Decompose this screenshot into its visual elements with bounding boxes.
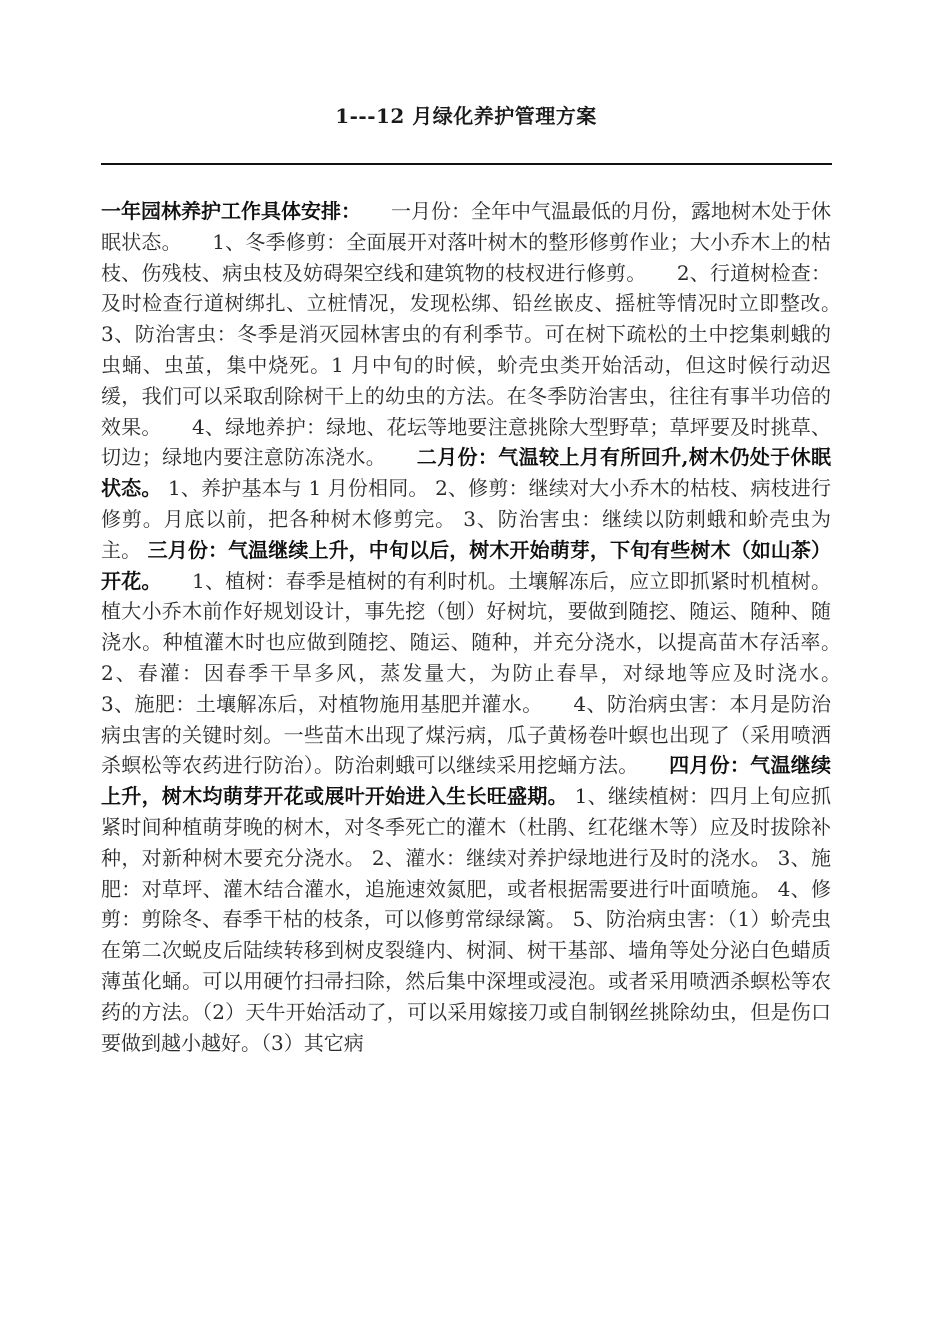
- body-segment: 1、养护基本与 1 月份相同。 2、修剪：继续对大小乔木的枯枝、病枝进行修剪。月底以前，把各种树木修剪完。 3、防治害虫：继续以防刺蛾和蚧壳虫为主。: [101, 476, 832, 562]
- section-heading: 二月份：气温较上月有所回升,树木仍处于休眠状态。: [101, 445, 831, 501]
- document-title: 1---12 月绿化养护管理方案: [335, 104, 597, 128]
- document-body: [101, 196, 871, 1058]
- section-heading: 四月份：气温继续上升，树木均萌芽开花或展叶开始进入生长旺盛期。: [101, 753, 832, 809]
- body-segment: 1、植树：春季是植树的有利时机。土壤解冻后，应立即抓紧时机植树。植大小乔木前作好规划设计，事先挖（刨）好树坑，要做到随挖、随运、随种、随浇水。种植灌木时也应做到随挖、随运、随种，并充分浇水，以提高苗木存活率。 2、春灌：因春季干旱多风，蒸发量大，为防止春旱，对绿地等应及时浇水。 3、施肥：土壤解冻后，对植物施用基肥并灌水。 4、防治病虫害：本月是防治病虫害的关键时刻。一些苗木出现了煤污病，瓜子黄杨卷叶螟也出现了（采用喷洒杀螟松等农药进行防治）。防治刺蛾可以继续采用挖蛹方法。: [101, 568, 871, 778]
- body-segment: 一月份：全年中气温最低的月份，露地树木处于休眠状态。 1、冬季修剪：全面展开对落叶树木的整形修剪作业；大小乔木上的枯枝、伤残枝、病虫枝及妨碍架空线和建筑物的枝杈进行修剪。 2、行道树检查：及时检查行道树绑扎、立桩情况，发现松绑、铅丝嵌皮、摇桩等情况时立即整改。 3、防治害虫：冬季是消灭园林害虫的有利季节。可在树下疏松的土中挖集刺蛾的虫蛹、虫茧，集中烧死。1 月中旬的时候，蚧壳虫类开始活动，但这时候行动迟缓，我们可以采取刮除树干上的幼虫的方法。在冬季防治害虫，往往有事半功倍的效果。 4、绿地养护：绿地、花坛等地要注意挑除大型野草；草坪要及时挑草、切边；绿地内要注意防冻浇水。: [101, 199, 871, 470]
- body-segment: 1、继续植树：四月上旬应抓紧时间种植萌芽晚的树木，对冬季死亡的灌木（杜鹃、红花继木等）应及时拔除补种，对新种树木要充分浇水。 2、灌水：继续对养护绿地进行及时的浇水。 3、施肥：对草坪、灌木结合灌水，追施速效氮肥，或者根据需要进行叶面喷施。 4、修剪：剪除冬、春季干枯的枝条，可以修剪常绿绿篱。 5、防治病虫害：（1）蚧壳虫在第二次蜕皮后陆续转移到树皮裂缝内、树洞、树干基部、墙角等处分泌白色蜡质薄茧化蛹。可以用硬竹扫帚扫除，然后集中深埋或浸泡。或者采用喷洒杀螟松等农药的方法。（2）天牛开始活动了，可以采用嫁接刀或自制钢丝挑除幼虫，但是伤口要做到越小越好。（3）其它病: [101, 784, 831, 1055]
- title-divider: [101, 163, 832, 165]
- section-heading: 一年园林养护工作具体安排：: [101, 199, 351, 223]
- section-heading: 三月份：气温继续上升，中旬以后，树木开始萌芽，下旬有些树木（如山茶）开花。: [101, 537, 832, 593]
